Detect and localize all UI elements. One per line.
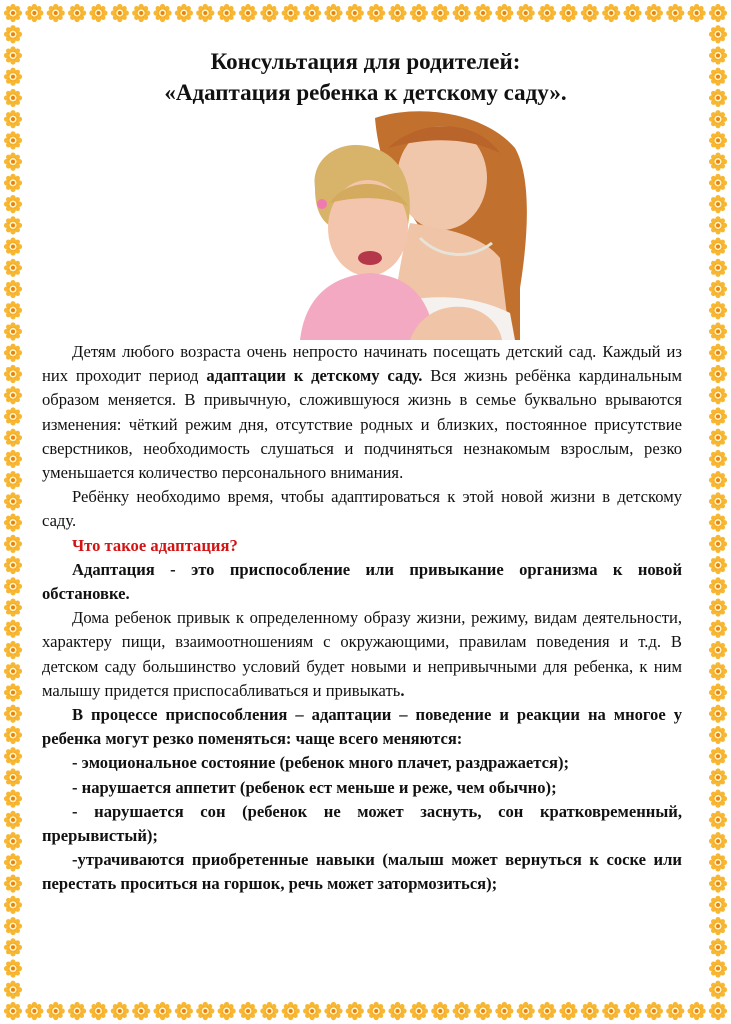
- border-flower-left-9: [4, 195, 22, 213]
- border-flower-right-19: [709, 407, 727, 425]
- border-flower-left-17: [4, 365, 22, 383]
- paragraph-behavior-changes: В процессе приспособления – адаптации – поведение и реакции на многое у ребенка могут резко поменяться: чаще всего меняются:: [42, 705, 682, 749]
- border-flower-right-11: [709, 237, 727, 255]
- border-flower-left-16: [4, 344, 22, 362]
- paragraph-home-habits: [42, 606, 682, 703]
- border-flower-left-1: [4, 25, 22, 43]
- border-flower-left-44: [4, 938, 22, 956]
- border-flower-left-29: [4, 620, 22, 638]
- border-flower-right-22: [709, 471, 727, 489]
- border-flower-right-16: [709, 344, 727, 362]
- border-flower-left-5: [4, 110, 22, 128]
- border-flower-bottom-25: [538, 1002, 556, 1020]
- border-flower-left-26: [4, 556, 22, 574]
- border-flower-left-42: [4, 896, 22, 914]
- border-flower-bottom-30: [645, 1002, 663, 1020]
- border-flower-bottom-31: [666, 1002, 684, 1020]
- border-flower-top-2: [47, 4, 65, 22]
- border-flower-right-1: [709, 25, 727, 43]
- border-flower-right-40: [709, 853, 727, 871]
- border-flower-bottom-6: [132, 1002, 150, 1020]
- border-flower-right-20: [709, 429, 727, 447]
- border-flower-top-16: [346, 4, 364, 22]
- border-flower-top-33: [709, 4, 727, 22]
- border-flower-top-30: [645, 4, 663, 22]
- border-flower-right-26: [709, 556, 727, 574]
- home-habits-dot: .: [400, 680, 405, 700]
- border-flower-left-19: [4, 407, 22, 425]
- border-flower-bottom-26: [559, 1002, 577, 1020]
- intro-text-start: Детям любого возраста очень непросто начинать посещать детский сад. Каждый из них проходит период: [42, 342, 682, 386]
- border-flower-left-7: [4, 153, 22, 171]
- border-flower-right-37: [709, 790, 727, 808]
- border-flower-top-7: [153, 4, 171, 22]
- intro-text-end: Вся жизнь ребёнка кардинальным образом меняется. В привычную, сложившуюся жизнь в семье буквально врываются изменения: чёткий режим дня, отсутствие родных и близких, постоянное присутствие сверстников, необходимость слушаться и подчиняться незнакомым взрослым, резко уменьшается количество персонального внимания.: [42, 366, 682, 483]
- border-flower-bottom-0: [4, 1002, 22, 1020]
- border-flower-left-34: [4, 726, 22, 744]
- intro-bold-term: адаптации к детскому саду.: [206, 366, 423, 386]
- list-item-sleep: - нарушается сон (ребенок не может заснуть, сон кратковременный, прерывистый);: [42, 801, 682, 846]
- border-flower-top-3: [68, 4, 86, 22]
- title-line-2: «Адаптация ребенка к детскому саду».: [164, 80, 567, 105]
- border-flower-bottom-19: [410, 1002, 428, 1020]
- paragraph-time-needed: Ребёнку необходимо время, чтобы адаптироваться к этой новой жизни в детскому саду.: [42, 487, 682, 531]
- border-flower-right-18: [709, 386, 727, 404]
- border-flower-left-43: [4, 917, 22, 935]
- border-flower-bottom-22: [474, 1002, 492, 1020]
- border-flower-top-6: [132, 4, 150, 22]
- border-flower-top-4: [89, 4, 107, 22]
- list-item-emotional: - эмоциональное состояние (ребенок много плачет, раздражается);: [72, 753, 570, 773]
- border-flower-right-23: [709, 492, 727, 510]
- border-flower-right-25: [709, 535, 727, 553]
- border-flower-right-44: [709, 938, 727, 956]
- border-flower-right-17: [709, 365, 727, 383]
- border-flower-top-22: [474, 4, 492, 22]
- border-flower-left-10: [4, 216, 22, 234]
- border-flower-right-27: [709, 577, 727, 595]
- border-flower-right-33: [709, 705, 727, 723]
- border-flower-top-25: [538, 4, 556, 22]
- border-flower-left-23: [4, 492, 22, 510]
- border-flower-top-27: [581, 4, 599, 22]
- list-item-appetite: - нарушается аппетит (ребенок ест меньше и реже, чем обычно);: [72, 777, 557, 797]
- border-flower-left-41: [4, 874, 22, 892]
- border-flower-right-29: [709, 620, 727, 638]
- border-flower-left-27: [4, 577, 22, 595]
- border-flower-top-8: [175, 4, 193, 22]
- border-flower-top-11: [239, 4, 257, 22]
- border-flower-right-5: [709, 110, 727, 128]
- border-flower-left-40: [4, 853, 22, 871]
- paragraph-intro: [42, 340, 682, 485]
- border-flower-right-31: [709, 662, 727, 680]
- document-title: [0, 46, 731, 108]
- border-flower-left-8: [4, 174, 22, 192]
- border-flower-right-30: [709, 641, 727, 659]
- border-flower-left-13: [4, 280, 22, 298]
- border-flower-right-6: [709, 131, 727, 149]
- border-flower-bottom-24: [517, 1002, 535, 1020]
- border-flower-right-41: [709, 874, 727, 892]
- border-flower-left-22: [4, 471, 22, 489]
- border-flower-right-46: [709, 981, 727, 999]
- border-flower-left-14: [4, 301, 22, 319]
- title-line-1: Консультация для родителей:: [210, 49, 521, 74]
- border-flower-top-21: [453, 4, 471, 22]
- border-flower-bottom-33: [709, 1002, 727, 1020]
- border-flower-top-23: [495, 4, 513, 22]
- border-flower-right-42: [709, 896, 727, 914]
- border-flower-right-32: [709, 683, 727, 701]
- border-flower-top-5: [111, 4, 129, 22]
- mother-child-photo: [270, 108, 530, 340]
- border-flower-bottom-23: [495, 1002, 513, 1020]
- border-flower-left-31: [4, 662, 22, 680]
- border-flower-left-6: [4, 131, 22, 149]
- border-flower-bottom-4: [89, 1002, 107, 1020]
- border-flower-bottom-21: [453, 1002, 471, 1020]
- border-flower-left-15: [4, 322, 22, 340]
- border-flower-top-19: [410, 4, 428, 22]
- border-flower-top-26: [559, 4, 577, 22]
- border-flower-top-31: [666, 4, 684, 22]
- border-flower-top-32: [688, 4, 706, 22]
- border-flower-left-45: [4, 959, 22, 977]
- border-flower-right-21: [709, 450, 727, 468]
- border-flower-bottom-12: [260, 1002, 278, 1020]
- border-flower-right-13: [709, 280, 727, 298]
- border-flower-right-28: [709, 598, 727, 616]
- border-flower-left-18: [4, 386, 22, 404]
- border-flower-left-33: [4, 705, 22, 723]
- border-flower-right-7: [709, 153, 727, 171]
- border-flower-right-38: [709, 811, 727, 829]
- border-flower-top-28: [602, 4, 620, 22]
- border-flower-right-43: [709, 917, 727, 935]
- border-flower-bottom-13: [282, 1002, 300, 1020]
- border-flower-left-25: [4, 535, 22, 553]
- border-flower-bottom-27: [581, 1002, 599, 1020]
- border-flower-top-20: [431, 4, 449, 22]
- border-flower-bottom-2: [47, 1002, 65, 1020]
- border-flower-bottom-20: [431, 1002, 449, 1020]
- border-flower-top-12: [260, 4, 278, 22]
- border-flower-top-13: [282, 4, 300, 22]
- border-flower-left-38: [4, 811, 22, 829]
- border-flower-left-37: [4, 790, 22, 808]
- border-flower-bottom-5: [111, 1002, 129, 1020]
- border-flower-left-21: [4, 450, 22, 468]
- border-flower-left-30: [4, 641, 22, 659]
- border-flower-left-20: [4, 429, 22, 447]
- border-flower-bottom-28: [602, 1002, 620, 1020]
- border-flower-top-15: [324, 4, 342, 22]
- paragraph-definition: Адаптация - это приспособление или привыкание организма к новой обстановке.: [42, 559, 682, 604]
- border-flower-left-11: [4, 237, 22, 255]
- border-flower-left-39: [4, 832, 22, 850]
- border-flower-top-24: [517, 4, 535, 22]
- border-flower-left-28: [4, 598, 22, 616]
- border-flower-right-9: [709, 195, 727, 213]
- border-flower-bottom-18: [388, 1002, 406, 1020]
- border-flower-bottom-3: [68, 1002, 86, 1020]
- border-flower-right-45: [709, 959, 727, 977]
- border-flower-top-18: [388, 4, 406, 22]
- border-flower-bottom-16: [346, 1002, 364, 1020]
- border-flower-right-15: [709, 322, 727, 340]
- border-flower-right-36: [709, 768, 727, 786]
- border-flower-right-34: [709, 726, 727, 744]
- border-flower-right-35: [709, 747, 727, 765]
- border-flower-top-9: [196, 4, 214, 22]
- border-flower-bottom-32: [688, 1002, 706, 1020]
- border-flower-left-24: [4, 514, 22, 532]
- border-flower-right-10: [709, 216, 727, 234]
- border-flower-left-46: [4, 981, 22, 999]
- list-item-skills: -утрачиваются приобретенные навыки (малыш может вернуться к соске или перестать проситься на горшок, речь может затормозиться);: [42, 850, 682, 894]
- border-flower-bottom-8: [175, 1002, 193, 1020]
- border-flower-bottom-15: [324, 1002, 342, 1020]
- border-flower-left-32: [4, 683, 22, 701]
- border-flower-bottom-7: [153, 1002, 171, 1020]
- border-flower-top-0: [4, 4, 22, 22]
- border-flower-right-12: [709, 259, 727, 277]
- border-flower-bottom-10: [218, 1002, 236, 1020]
- section-heading: Что такое адаптация?: [72, 535, 238, 555]
- border-flower-left-35: [4, 747, 22, 765]
- border-flower-right-14: [709, 301, 727, 319]
- border-flower-left-36: [4, 768, 22, 786]
- border-flower-top-17: [367, 4, 385, 22]
- border-flower-left-12: [4, 259, 22, 277]
- home-habits-text: Дома ребенок привык к определенному образу жизни, режиму, видам деятельности, характеру пищи, взаимоотношениям с окружающими, правилам поведения и т.д. В детском саду большинство условий будет новыми и непривычными для ребенка, к ним малышу придется приспосабливаться и привыкать: [42, 608, 682, 700]
- border-flower-top-10: [218, 4, 236, 22]
- border-flower-right-8: [709, 174, 727, 192]
- article-body: [42, 340, 682, 897]
- border-flower-top-1: [25, 4, 43, 22]
- border-flower-top-14: [303, 4, 321, 22]
- border-flower-right-39: [709, 832, 727, 850]
- border-flower-bottom-17: [367, 1002, 385, 1020]
- border-flower-bottom-11: [239, 1002, 257, 1020]
- border-flower-right-24: [709, 514, 727, 532]
- border-flower-top-29: [623, 4, 641, 22]
- border-flower-bottom-1: [25, 1002, 43, 1020]
- border-flower-bottom-9: [196, 1002, 214, 1020]
- border-flower-bottom-14: [303, 1002, 321, 1020]
- border-flower-bottom-29: [623, 1002, 641, 1020]
